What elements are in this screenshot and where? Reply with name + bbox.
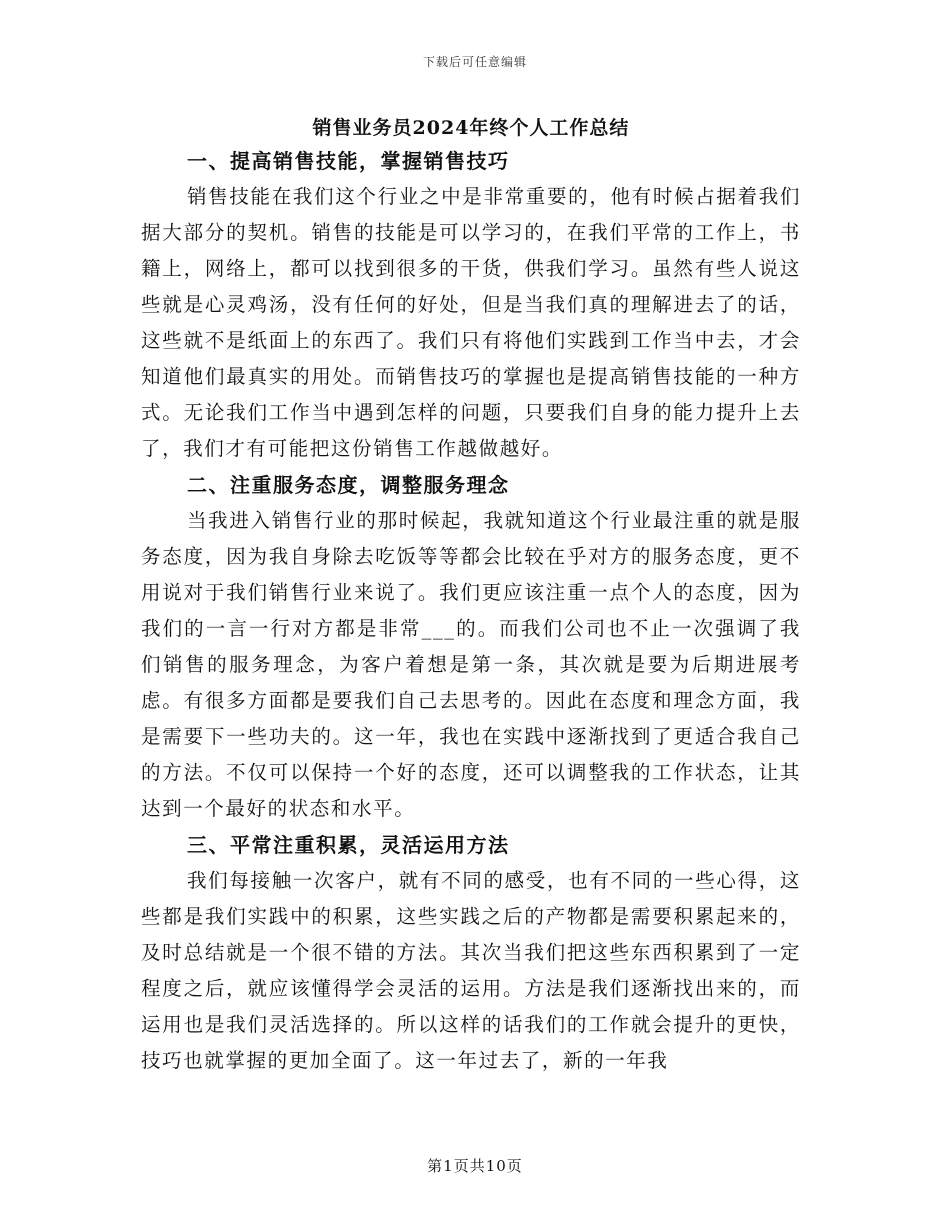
page-number-footer: 第1页共10页 (427, 1157, 523, 1175)
section-heading-3: 三、平常注重积累，灵活运用方法 (187, 833, 510, 857)
section-heading-2: 二、注重服务态度，调整服务理念 (187, 473, 510, 497)
document-body (141, 113, 801, 1079)
document-title: 销售业务员2024年终个人工作总结 (312, 117, 630, 139)
section-paragraph-2: 当我进入销售行业的那时候起，我就知道这个行业最注重的就是服务态度，因为我自身除去吃饭等等都会比较在乎对方的服务态度，更不用说对于我们销售行业来说了。我们更应该注重一点个人的态度，因为我们的一言一行对方都是非常___的。而我们公司也不止一次强调了我们销售的服务理念，为客户着想是第一条，其次就是要为后期进展考虑。有很多方面都是要我们自己去思考的。因此在态度和理念方面，我是需要下一些功夫的。这一年，我也在实践中逐渐找到了更适合我自己的方法。不仅可以保持一个好的态度，还可以调整我的工作状态，让其达到一个最好的状态和水平。 (141, 509, 801, 820)
section-heading-1: 一、提高销售技能，掌握销售技巧 (187, 149, 510, 173)
section-paragraph-1: 销售技能在我们这个行业之中是非常重要的，他有时候占据着我们据大部分的契机。销售的技能是可以学习的，在我们平常的工作上，书籍上，网络上，都可以找到很多的干货，供我们学习。虽然有些人说这些就是心灵鸡汤，没有任何的好处，但是当我们真的理解进去了的话，这些就不是纸面上的东西了。我们只有将他们实践到工作当中去，才会知道他们最真实的用处。而销售技巧的掌握也是提高销售技能的一种方式。无论我们工作当中遇到怎样的问题，只要我们自身的能力提升上去了，我们才有可能把这份销售工作越做越好。 (141, 185, 801, 460)
header-note: 下载后可任意编辑 (422, 55, 527, 69)
section-paragraph-3: 我们每接触一次客户，就有不同的感受，也有不同的一些心得，这些都是我们实践中的积累，这些实践之后的产物都是需要积累起来的，及时总结就是一个很不错的方法。其次当我们把这些东西积累到了一定程度之后，就应该懂得学会灵活的运用。方法是我们逐渐找出来的，而运用也是我们灵活选择的。所以这样的话我们的工作就会提升的更快，技巧也就掌握的更加全面了。这一年过去了，新的一年我 (141, 869, 801, 1072)
